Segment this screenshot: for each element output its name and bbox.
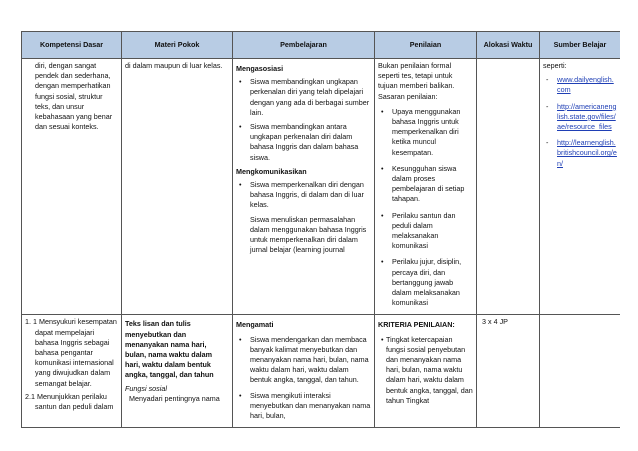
- alokasi-text: 3 x 4 JP: [482, 317, 508, 327]
- kd-1-text: 1. 1 Mensyukuri kesempatan dapat mempelajari bahasa Inggris sebagai bahasa pengantar komunikasi internasional yang diwujudkan dalam semangat belajar.: [25, 317, 117, 388]
- header-sumber-belajar: Sumber Belajar: [540, 32, 621, 59]
- table-row: [22, 315, 621, 428]
- materi-cell: [122, 315, 233, 428]
- kriteria-heading: KRITERIA PENILAIAN:: [378, 320, 455, 330]
- mengasosiasi-heading: Mengasosiasi: [236, 64, 284, 73]
- mengamati-list: [236, 335, 371, 422]
- materi-after-text: Menyadari pentingnya nama: [129, 393, 220, 403]
- penilaian-intro: Bukan penilaian formal seperti tes, tetapi untuk tujuan memberi balikan. Sasaran penilaian:: [378, 61, 455, 101]
- header-penilaian: Penilaian: [375, 32, 477, 59]
- list-item: • Upaya menggunakan bahasa Inggris untuk memperkenalkan diri ketika muncul kesempatan.: [378, 107, 473, 158]
- header-kompetensi-dasar: Kompetensi Dasar: [22, 32, 122, 59]
- fungsi-sosial-label: Fungsi sosial: [125, 383, 167, 393]
- list-item: • Siswa memperkenalkan diri dengan bahasa Inggris, di dalam dan di luar kelas.: [236, 180, 371, 211]
- header-row: [22, 32, 621, 59]
- penilaian-cell: [375, 315, 477, 428]
- list-item: • Kesungguhan siswa dalam proses pembelajaran di setiap tahapan.: [378, 164, 473, 205]
- materi-text: di dalam maupun di luar kelas.: [125, 61, 223, 70]
- list-item: • Perilaku jujur, disiplin, percaya diri, dan bertanggung jawab dalam melaksanakan komunikasi: [378, 257, 473, 308]
- kompetensi-cell: [22, 59, 122, 315]
- header-pembelajaran: Pembelajaran: [233, 32, 375, 59]
- sumber-cell: [540, 315, 621, 428]
- pembelajaran-cell: [233, 315, 375, 428]
- materi-heading: Teks lisan dan tulis menyebutkan dan menanyakan nama hari, bulan, nama waktu dalam hari, waktu dalam bentuk angka, tanggal, dan tahun: [125, 319, 214, 380]
- list-item: [543, 138, 617, 169]
- list-item: [543, 102, 617, 133]
- kriteria-list: [378, 335, 473, 406]
- sumber-cell: [540, 59, 621, 315]
- sumber-link[interactable]: http://learnenglish.britishcouncil.org/en/: [557, 138, 617, 168]
- kompetensi-text: diri, dengan sangat pendek dan sederhana, dengan memperhatikan fungsi sosial, struktur teks, dan unsur kebahasaan yang benar dan sesuai konteks.: [35, 61, 113, 132]
- list-item: • Siswa mendengarkan dan membaca banyak kalimat menyebutkan dan menanyakan nama hari, bulan, nama waktu dalam hari, waktu dalam bentuk angka, tanggal, dan tahun.: [236, 335, 371, 386]
- kd-2-text: 2.1 Menunjukkan perilaku santun dan peduli dalam: [25, 391, 114, 412]
- list-item: • Tingkat ketercapaian fungsi sosial penyebutan dan menanyakan nama hari, bulan, nama waktu dalam hari, waktu dalam bentuk angka, tanggal, dan tahun Tingkat: [378, 335, 473, 406]
- mengkomunikasikan-note: Siswa menuliskan permasalahan dalam menggunakan bahasa Inggris untuk memperkenalkan diri dalam jurnal belajar (learning journal: [250, 214, 367, 255]
- list-item: • Siswa mengikuti interaksi menyebutkan dan menanyakan nama hari, bulan,: [236, 391, 371, 422]
- penilaian-cell: [375, 59, 477, 315]
- sumber-link[interactable]: www.dailyenglish.com: [557, 75, 614, 95]
- penilaian-list: [378, 107, 473, 309]
- sumber-list: [543, 75, 617, 169]
- header-alokasi-waktu: Alokasi Waktu: [477, 32, 540, 59]
- list-item: • Siswa membandingkan antara ungkapan perkenalan diri dalam bahasa Inggris dan dalam bahasa siswa.: [236, 122, 371, 163]
- sumber-intro: seperti:: [543, 61, 567, 70]
- header-materi-pokok: Materi Pokok: [122, 32, 233, 59]
- alokasi-cell: [477, 59, 540, 315]
- alokasi-cell: [477, 315, 540, 428]
- list-item: • Perilaku santun dan peduli dalam melaksanakan komunikasi: [378, 211, 473, 252]
- list-item: [543, 75, 617, 95]
- mengkomunikasikan-list: [236, 180, 371, 211]
- syllabus-table: [21, 31, 620, 428]
- kompetensi-cell: [22, 315, 122, 428]
- mengkomunikasikan-heading: Mengkomunikasikan: [236, 166, 307, 176]
- sumber-link[interactable]: http://americanenglish.state.gov/files/ae/resource_files: [557, 101, 617, 132]
- table-row: [22, 59, 621, 315]
- mengasosiasi-list: [236, 77, 371, 163]
- materi-cell: [122, 59, 233, 315]
- list-item: • Siswa membandingkan ungkapan perkenalan diri yang telah dipelajari dengan yang ada di berbagai sumber lain.: [236, 77, 371, 118]
- mengamati-heading: Mengamati: [236, 320, 274, 330]
- pembelajaran-cell: [233, 59, 375, 315]
- document-page: [21, 31, 620, 451]
